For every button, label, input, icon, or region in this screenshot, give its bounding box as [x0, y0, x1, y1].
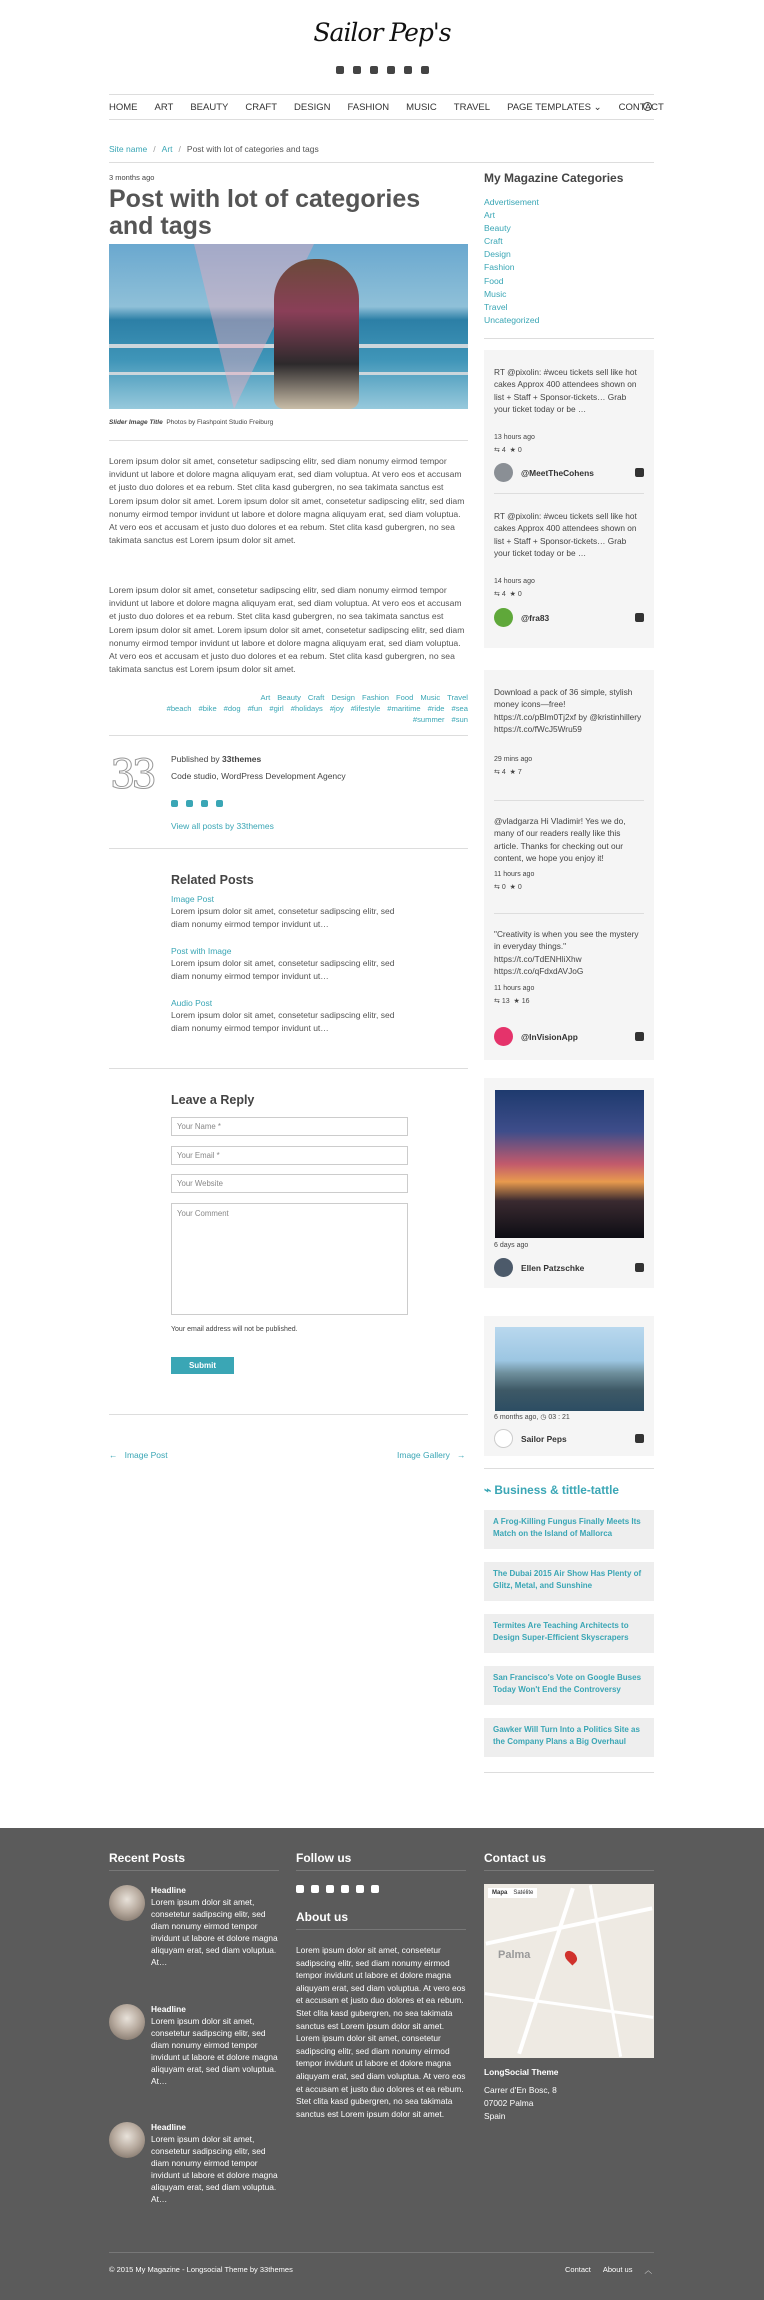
twitter-icon[interactable] — [201, 800, 208, 807]
map-pin-icon[interactable] — [563, 1949, 580, 1966]
map-road — [485, 1906, 652, 1945]
avatar — [494, 1027, 513, 1046]
instagram-icon[interactable] — [635, 1263, 644, 1272]
tweet-text: RT @pixolin: #wceu tickets sell like hot cakes Approx 400 attendees shown on list + Staff + Sponsor-tickets… Grab your ticket today or be … — [494, 511, 637, 559]
nav-fashion[interactable]: FASHION — [347, 101, 390, 113]
business-link[interactable]: Gawker Will Turn Into a Politics Site as the Company Plans a Big Overhaul — [484, 1718, 654, 1757]
post-categories — [240, 692, 468, 703]
tweet-time: 11 hours ago — [494, 985, 535, 992]
prev-post-label: Image Post — [124, 1450, 168, 1460]
categories-list — [484, 196, 539, 327]
category-item[interactable]: Food — [484, 275, 504, 286]
chevron-up-icon[interactable]: ︿ — [644, 2266, 652, 2275]
pinterest-icon[interactable] — [326, 1885, 334, 1893]
website-field[interactable]: Your Website — [171, 1174, 408, 1193]
post-time: 3 months ago — [109, 173, 155, 182]
leave-reply-heading: Leave a Reply — [171, 1093, 255, 1107]
tweet-text: @vladgarza Hi Vladimir! Yes we do, many of our readers really like this article. Thanks for checking out our content, we hope you enjoy it! — [494, 816, 626, 864]
like-count: 0 — [517, 591, 522, 598]
account-name: Ellen Patzschke — [521, 1262, 585, 1273]
category-link[interactable]: Music — [420, 693, 441, 702]
tag-link[interactable]: #girl — [269, 704, 284, 713]
prev-post-link[interactable] — [109, 1450, 168, 1460]
tag-link[interactable]: #sun — [451, 715, 468, 724]
categories-heading: My Magazine Categories — [484, 171, 624, 185]
breadcrumb-section[interactable]: Art — [161, 144, 173, 154]
related-post-excerpt: Lorem ipsum dolor sit amet, consetetur sadipscing elitr, sed diam nonumy eirmod tempor invidunt ut… — [171, 958, 395, 981]
tag-link[interactable]: #dog — [223, 704, 241, 713]
divider — [109, 848, 468, 849]
email-icon[interactable] — [421, 66, 429, 74]
footer-link-contact[interactable]: Contact — [565, 2265, 591, 2274]
recent-post-text: Lorem ipsum dolor sit amet, consetetur sadipscing elitr, sed diam nonumy eirmod tempor invidunt ut labore et dolore magna aliquyam erat, sed diam voluptua. At… — [151, 2134, 278, 2204]
facebook-icon[interactable] — [296, 1885, 304, 1893]
tweet-time: 13 hours ago — [494, 434, 535, 441]
tag-link[interactable]: #holidays — [290, 704, 323, 713]
recent-post-text: Lorem ipsum dolor sit amet, consetetur sadipscing elitr, sed diam nonumy eirmod tempor invidunt ut labore et dolore magna aliquyam erat, sed diam voluptua. At… — [151, 1897, 278, 1967]
vimeo-account[interactable] — [494, 1429, 567, 1448]
tweet-account[interactable] — [494, 463, 594, 482]
divider — [109, 1414, 468, 1415]
map-road — [517, 1888, 575, 2055]
divider — [494, 800, 644, 801]
comment-field[interactable]: Your Comment — [171, 1203, 408, 1315]
avatar — [494, 1429, 513, 1448]
account-name: @MeetTheCohens — [521, 467, 594, 478]
nav-design[interactable]: DESIGN — [294, 101, 331, 113]
category-item[interactable]: Art — [484, 210, 495, 221]
related-post — [171, 893, 401, 931]
category-item[interactable]: Craft — [484, 236, 503, 247]
photo-time: 6 days ago — [494, 1242, 529, 1249]
divider — [296, 1929, 466, 1930]
retweet-icon: ⇆ — [494, 447, 500, 454]
post-hero-image — [109, 244, 468, 409]
post-paragraph: Lorem ipsum dolor sit amet, consetetur sadipscing elitr, sed diam nonumy eirmod tempor invidunt ut labore et dolore magna aliquyam erat, sed diam voluptua. At vero eos et accusam et justo duo dolores et ea rebum. Stet clita kasd gubergren, no sea takimata sanctus est Lorem ipsum dolor sit amet. Lorem ipsum dolor sit amet, consetetur sadipscing elitr, sed diam nonumy eirmod tempor invidunt ut labore et dolore magna aliquyam erat, sed diam voluptua. At vero eos et accusam et justo duo dolores et ea rebum. Stet clita kasd gubergren, no sea takimata sanctus est Lorem ipsum dolor sit amet. — [109, 585, 465, 675]
related-post-title[interactable]: Audio Post — [171, 998, 213, 1008]
tweet-stats — [494, 768, 522, 776]
star-icon: ★ — [509, 884, 516, 891]
divider — [109, 2252, 654, 2253]
like-count: 0 — [517, 447, 522, 454]
tweet-account[interactable] — [494, 1027, 578, 1046]
tag-link[interactable]: #ride — [427, 704, 445, 713]
recent-post-headline: Headline — [151, 2004, 186, 2014]
footer-links — [565, 2265, 652, 2276]
vimeo-icon[interactable] — [635, 1434, 644, 1443]
tweet-time: 11 hours ago — [494, 871, 535, 878]
account-name: @InVisionApp — [521, 1031, 578, 1042]
footer-social-links — [296, 1885, 379, 1893]
related-post-excerpt: Lorem ipsum dolor sit amet, consetetur sadipscing elitr, sed diam nonumy eirmod tempor invidunt ut… — [171, 906, 395, 929]
divider — [109, 440, 468, 441]
map-type-toggle[interactable] — [488, 1888, 537, 1898]
breadcrumb-separator: / — [153, 144, 156, 154]
star-icon: ★ — [513, 998, 520, 1005]
tweet-time: 29 mins ago — [494, 756, 533, 763]
facebook-icon[interactable] — [336, 66, 344, 74]
tweet-stats — [494, 883, 522, 891]
email-note: Your email address will not be published. — [171, 1326, 298, 1333]
nav-music[interactable]: MUSIC — [406, 101, 437, 113]
address-street: Carrer d'En Bosc, 8 — [484, 2085, 557, 2095]
category-item[interactable]: Fashion — [484, 262, 515, 273]
map-road — [485, 1992, 654, 2019]
related-post-excerpt: Lorem ipsum dolor sit amet, consetetur sadipscing elitr, sed diam nonumy eirmod tempor invidunt ut… — [171, 1010, 395, 1033]
star-icon: ★ — [509, 769, 516, 776]
recent-post[interactable] — [151, 2003, 281, 2087]
header-social-links — [0, 66, 764, 74]
search-icon[interactable] — [643, 102, 652, 111]
chevron-down-icon: ⌄ — [593, 101, 602, 113]
category-link[interactable]: Art — [260, 693, 271, 702]
twitter-icon[interactable] — [635, 1032, 644, 1041]
image-caption — [109, 419, 273, 426]
like-count: 7 — [517, 769, 522, 776]
post-tags — [120, 703, 468, 714]
related-posts-heading: Related Posts — [171, 873, 254, 887]
vimeo-icon[interactable] — [353, 66, 361, 74]
category-item[interactable]: Advertisement — [484, 197, 539, 207]
category-link[interactable]: Design — [331, 693, 355, 702]
rss-icon: ⌁ — [484, 1483, 492, 1497]
tag-link[interactable]: #maritime — [387, 704, 421, 713]
map-road — [589, 1885, 622, 2057]
youtube-icon[interactable] — [216, 800, 223, 807]
post-paragraph: Lorem ipsum dolor sit amet, consetetur sadipscing elitr, sed diam nonumy eirmod tempor invidunt ut labore et dolore magna aliquyam erat, sed diam voluptua. At vero eos et accusam et justo duo dolores et ea rebum. Stet clita kasd gubergren, no sea takimata sanctus est Lorem ipsum dolor sit amet. Lorem ipsum dolor sit amet, consetetur sadipscing elitr, sed diam nonumy eirmod tempor invidunt ut labore et dolore magna aliquyam erat, sed diam voluptua. At vero eos et accusam et justo duo dolores et ea rebum. Stet clita kasd gubergren, no sea takimata sanctus est Lorem ipsum dolor sit amet. — [109, 456, 465, 546]
divider — [296, 1870, 466, 1871]
category-link[interactable]: Travel — [447, 693, 468, 702]
recent-post[interactable] — [151, 1884, 281, 1968]
nav-craft[interactable]: CRAFT — [245, 101, 278, 113]
recent-post-text: Lorem ipsum dolor sit amet, consetetur sadipscing elitr, sed diam nonumy eirmod tempor invidunt ut labore et dolore magna aliquyam erat, sed diam voluptua. At… — [151, 2016, 278, 2086]
next-post-link[interactable] — [397, 1450, 466, 1460]
submit-button[interactable]: Submit — [171, 1357, 234, 1374]
next-post-label: Image Gallery — [397, 1450, 450, 1460]
map-label: Palma — [498, 1949, 531, 1961]
author-description: Code studio, WordPress Development Agency — [171, 771, 346, 781]
tweet-account[interactable] — [494, 608, 549, 627]
video-meta — [494, 1413, 570, 1421]
twitter-icon[interactable] — [387, 66, 395, 74]
copyright: © 2015 My Magazine - Longsocial Theme by 33themes — [109, 2265, 293, 2274]
related-post-title[interactable]: Post with Image — [171, 946, 232, 956]
tweet-stats — [494, 446, 522, 454]
map-tab[interactable]: Mapa — [492, 1890, 508, 1896]
retweet-count: 0 — [501, 884, 506, 891]
divider — [484, 338, 654, 339]
tag-link[interactable]: #beach — [166, 704, 192, 713]
globe-icon[interactable] — [171, 800, 178, 807]
instagram-icon[interactable] — [356, 1885, 364, 1893]
email-field[interactable]: Your Email * — [171, 1146, 408, 1165]
like-count: 0 — [517, 884, 522, 891]
recent-post-headline: Headline — [151, 1885, 186, 1895]
divider — [494, 493, 644, 494]
tag-link[interactable]: #fun — [247, 704, 263, 713]
business-link[interactable]: Termites Are Teaching Architects to Design Super-Efficient Skyscrapers — [484, 1614, 654, 1653]
tweet-text: RT @pixolin: #wceu tickets sell like hot cakes Approx 400 attendees shown on list + Staff + Sponsor-tickets… Grab your ticket today or be … — [494, 367, 637, 415]
recent-post[interactable] — [151, 2121, 281, 2205]
instagram-photo[interactable] — [495, 1090, 644, 1238]
business-link[interactable]: San Francisco's Vote on Google Buses Today Won't End the Controversy — [484, 1666, 654, 1705]
retweet-count: 13 — [501, 998, 510, 1005]
business-link[interactable]: The Dubai 2015 Air Show Has Plenty of Glitz, Metal, and Sunshine — [484, 1562, 654, 1601]
map-tab[interactable]: Satélite — [513, 1890, 534, 1896]
view-all-posts-link[interactable]: View all posts by 33themes — [171, 821, 274, 831]
tweet-text: "Creativity is when you see the mystery in everyday things." https://t.co/TdENHliXhw https://t.co/qFdxdAVJoG — [494, 929, 639, 977]
avatar — [494, 608, 513, 627]
tweet-time: 14 hours ago — [494, 578, 535, 585]
business-heading-label: Business & tittle-tattle — [494, 1483, 619, 1497]
contact-heading: Contact us — [484, 1851, 547, 1865]
tag-link[interactable]: #lifestyle — [350, 704, 381, 713]
retweet-icon: ⇆ — [494, 998, 500, 1005]
category-item[interactable]: Design — [484, 249, 511, 260]
address-country: Spain — [484, 2111, 506, 2121]
twitter-icon[interactable] — [635, 468, 644, 477]
tweet-stats — [494, 590, 522, 598]
tag-link[interactable]: #summer — [412, 715, 445, 724]
category-item[interactable]: Travel — [484, 301, 508, 312]
about-heading: About us — [296, 1910, 348, 1924]
avatar — [494, 1258, 513, 1277]
address-city: 07002 Palma — [484, 2098, 534, 2108]
related-post — [171, 945, 401, 983]
account-name: Sailor Peps — [521, 1433, 567, 1444]
business-heading — [484, 1483, 619, 1497]
nav-page-templates[interactable] — [507, 102, 602, 113]
clock-icon: ◷ — [540, 1414, 547, 1421]
recent-posts-heading: Recent Posts — [109, 1851, 186, 1865]
divider — [109, 1870, 279, 1871]
instagram-account[interactable] — [494, 1258, 584, 1277]
breadcrumb — [109, 144, 319, 154]
company-name: LongSocial Theme — [484, 2067, 559, 2077]
post-thumbnail[interactable] — [109, 1885, 145, 1921]
divider — [109, 162, 654, 163]
business-link[interactable]: A Frog-Killing Fungus Finally Meets Its Match on the Island of Mallorca — [484, 1510, 654, 1549]
person-figure — [274, 259, 359, 409]
post-thumbnail[interactable] — [109, 2004, 145, 2040]
retweet-count: 4 — [501, 769, 506, 776]
divider — [109, 1068, 468, 1069]
related-post-title[interactable]: Image Post — [171, 894, 214, 904]
category-link[interactable]: Beauty — [277, 693, 301, 702]
breadcrumb-site[interactable]: Site name — [109, 144, 148, 154]
category-item[interactable]: Music — [484, 288, 507, 299]
breadcrumb-current: Post with lot of categories and tags — [186, 144, 319, 154]
nav-art[interactable]: ART — [154, 101, 174, 113]
nav-contact[interactable]: CONTACT — [618, 101, 664, 113]
related-post — [171, 997, 401, 1035]
divider — [484, 1772, 654, 1773]
author-published — [171, 754, 261, 764]
footer-link-about[interactable]: About us — [602, 2265, 633, 2274]
category-link[interactable]: Fashion — [361, 693, 390, 702]
divider — [484, 1468, 654, 1469]
main-nav — [109, 94, 664, 120]
facebook-icon[interactable] — [186, 800, 193, 807]
arrow-left-icon: ← — [109, 1450, 118, 1460]
retweet-count: 4 — [501, 591, 506, 598]
video-duration: 03 : 21 — [548, 1414, 570, 1421]
post-tags — [320, 714, 468, 725]
instagram-icon[interactable] — [404, 66, 412, 74]
account-name: @fra83 — [521, 612, 550, 623]
category-link[interactable]: Craft — [307, 693, 325, 702]
star-icon: ★ — [509, 591, 516, 598]
divider — [494, 913, 644, 914]
divider — [109, 735, 468, 736]
vimeo-icon[interactable] — [311, 1885, 319, 1893]
image-title: Slider Image Title — [109, 419, 163, 426]
arrow-right-icon: → — [457, 1450, 466, 1460]
nav-home[interactable]: HOME — [109, 101, 138, 113]
about-text: Lorem ipsum dolor sit amet, consetetur sadipscing elitr, sed diam nonumy eirmod tempor invidunt ut labore et dolore magna aliquyam erat, sed diam voluptua. At vero eos et accusam et justo duo dolores et ea rebum. Stet clita kasd gubergren, no sea takimata sanctus est Lorem ipsum dolor sit amet. Lorem ipsum dolor sit amet, consetetur sadipscing elitr, sed diam nonumy eirmod tempor invidunt ut labore et dolore magna aliquyam erat, sed diam voluptua. At vero eos et accusam et justo duo dolores et ea rebum. Stet clita kasd gubergren, no sea takimata sanctus est Lorem ipsum dolor sit amet. — [296, 1945, 466, 2119]
name-field[interactable]: Your Name * — [171, 1117, 408, 1136]
tweet-text: Download a pack of 36 simple, stylish money icons—free! https://t.co/pBlm0Tj2xf by @kristinhillery https://t.co/fWcJ5Wru59 — [494, 687, 642, 735]
retweet-count: 4 — [501, 447, 506, 454]
pinterest-icon[interactable] — [370, 66, 378, 74]
recent-post-headline: Headline — [151, 2122, 186, 2132]
category-item[interactable]: Beauty — [484, 223, 511, 234]
tag-link[interactable]: #joy — [329, 704, 344, 713]
author-name: 33themes — [222, 754, 262, 764]
retweet-icon: ⇆ — [494, 591, 500, 598]
post-thumbnail[interactable] — [109, 2122, 145, 2158]
tag-link[interactable]: #sea — [451, 704, 468, 713]
avatar — [494, 463, 513, 482]
nav-beauty[interactable]: BEAUTY — [190, 101, 229, 113]
twitter-icon[interactable] — [635, 613, 644, 622]
category-link[interactable]: Food — [396, 693, 414, 702]
tweet-stats — [494, 997, 530, 1005]
tag-link[interactable]: #bike — [198, 704, 217, 713]
star-icon: ★ — [509, 447, 516, 454]
twitter-icon[interactable] — [341, 1885, 349, 1893]
email-icon[interactable] — [371, 1885, 379, 1893]
video-thumbnail[interactable] — [495, 1327, 644, 1411]
nav-page-templates-label: PAGE TEMPLATES — [507, 101, 592, 113]
author-social-links — [171, 800, 223, 807]
nav-travel[interactable]: TRAVEL — [453, 101, 491, 113]
retweet-icon: ⇆ — [494, 769, 500, 776]
site-logo[interactable]: Sailor Pep's — [313, 18, 451, 47]
page-title: Post with lot of categories and tags — [109, 185, 421, 240]
breadcrumb-separator: / — [178, 144, 181, 154]
author-logo: 33 — [110, 752, 153, 798]
category-item[interactable]: Uncategorized — [484, 314, 540, 325]
published-prefix: Published by — [171, 754, 220, 764]
retweet-icon: ⇆ — [494, 884, 500, 891]
follow-heading: Follow us — [296, 1851, 352, 1865]
contact-map[interactable] — [484, 1884, 654, 2058]
video-time: 6 months ago, — [494, 1414, 539, 1421]
image-credit: Photos by Flashpoint Studio Freiburg — [166, 419, 274, 426]
like-count: 16 — [521, 998, 530, 1005]
divider — [484, 1870, 654, 1871]
